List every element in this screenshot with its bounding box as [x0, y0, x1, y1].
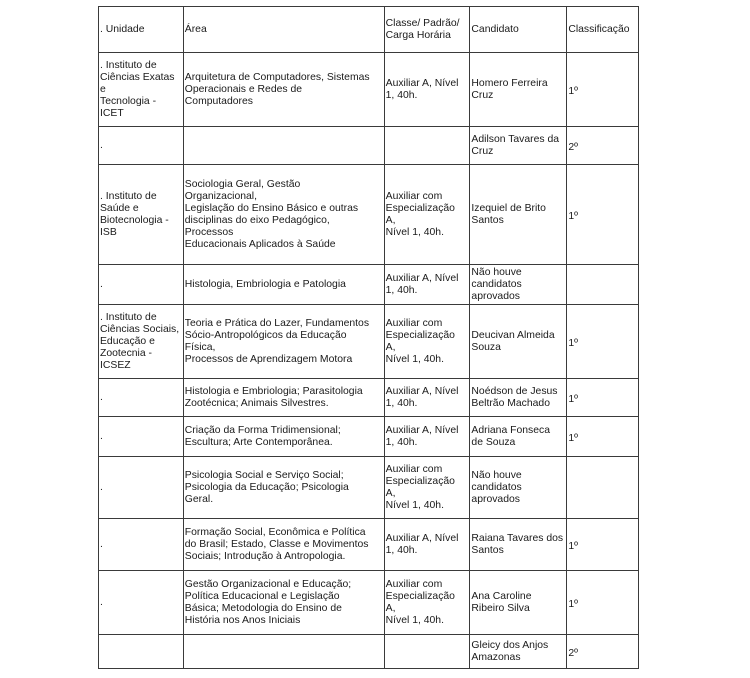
area-cell: Arquitetura de Computadores, Sistemas Operacionais e Redes de Computadores — [183, 53, 384, 127]
area-cell: Sociologia Geral, Gestão Organizacional, Legislação do Ensino Básico e outras disciplinas do eixo Pedagógico, Processos Educacionais Aplicados à Saúde — [183, 165, 384, 265]
classificacao-cell: 1º — [567, 417, 639, 457]
classe-cell: Auxiliar com Especialização A, Nível 1, 40h. — [384, 571, 470, 635]
classe-cell: Auxiliar A, Nível 1, 40h. — [384, 379, 470, 417]
candidato-cell: Não houve candidatos aprovados — [470, 265, 567, 305]
table-row — [99, 127, 639, 165]
area-cell — [183, 127, 384, 165]
unidade-cell: . — [99, 519, 184, 571]
header-row — [99, 7, 639, 53]
table-row — [99, 379, 639, 417]
classe-cell: Auxiliar com Especialização A, Nível 1, 40h. — [384, 165, 470, 265]
unidade-cell: . — [99, 127, 184, 165]
area-cell: Gestão Organizacional e Educação; Política Educacional e Legislação Básica; Metodologia do Ensino de História nos Anos Iniciais — [183, 571, 384, 635]
classificacao-cell: 1º — [567, 379, 639, 417]
unidade-cell: . Instituto de Ciências Exatas e Tecnologia - ICET — [99, 53, 184, 127]
table-row — [99, 165, 639, 265]
classe-cell: Auxiliar com Especialização A, Nível 1, 40h. — [384, 305, 470, 379]
header-classe: Classe/ Padrão/ Carga Horária — [384, 7, 470, 53]
unidade-cell: . — [99, 265, 184, 305]
area-cell: Histologia, Embriologia e Patologia — [183, 265, 384, 305]
classificacao-cell: 1º — [567, 305, 639, 379]
classe-cell: Auxiliar com Especialização A, Nível 1, 40h. — [384, 457, 470, 519]
classe-cell — [384, 127, 470, 165]
classe-cell — [384, 635, 470, 669]
table-row — [99, 265, 639, 305]
table-row — [99, 635, 639, 669]
table-row — [99, 305, 639, 379]
candidato-cell: Adriana Fonseca de Souza — [470, 417, 567, 457]
classificacao-cell: 2º — [567, 635, 639, 669]
results-table — [98, 6, 639, 669]
header-unidade: . Unidade — [99, 7, 184, 53]
table-row — [99, 571, 639, 635]
classificacao-cell: 2º — [567, 127, 639, 165]
area-cell: Psicologia Social e Serviço Social; Psicologia da Educação; Psicologia Geral. — [183, 457, 384, 519]
classificacao-cell: 1º — [567, 519, 639, 571]
unidade-cell: . — [99, 457, 184, 519]
candidato-cell: Noédson de Jesus Beltrão Machado — [470, 379, 567, 417]
classe-cell: Auxiliar A, Nível 1, 40h. — [384, 519, 470, 571]
area-cell — [183, 635, 384, 669]
area-cell: Histologia e Embriologia; Parasitologia Zootécnica; Animais Silvestres. — [183, 379, 384, 417]
candidato-cell: Não houve candidatos aprovados — [470, 457, 567, 519]
header-area: Área — [183, 7, 384, 53]
classe-cell: Auxiliar A, Nível 1, 40h. — [384, 265, 470, 305]
table-row — [99, 519, 639, 571]
candidato-cell: Gleicy dos Anjos Amazonas — [470, 635, 567, 669]
candidato-cell: Izequiel de Brito Santos — [470, 165, 567, 265]
table-row — [99, 53, 639, 127]
classificacao-cell: 1º — [567, 571, 639, 635]
candidato-cell: Ana Caroline Ribeiro Silva — [470, 571, 567, 635]
classificacao-cell: 1º — [567, 165, 639, 265]
table-row — [99, 457, 639, 519]
classe-cell: Auxiliar A, Nível 1, 40h. — [384, 417, 470, 457]
candidato-cell: Adilson Tavares da Cruz — [470, 127, 567, 165]
area-cell: Teoria e Prática do Lazer, Fundamentos Sócio-Antropológicos da Educação Física, Processos de Aprendizagem Motora — [183, 305, 384, 379]
candidato-cell: Homero Ferreira Cruz — [470, 53, 567, 127]
classificacao-cell — [567, 265, 639, 305]
classe-cell: Auxiliar A, Nível 1, 40h. — [384, 53, 470, 127]
area-cell: Criação da Forma Tridimensional; Escultura; Arte Contemporânea. — [183, 417, 384, 457]
header-classificacao: Classificação — [567, 7, 639, 53]
unidade-cell: . — [99, 417, 184, 457]
unidade-cell: . Instituto de Saúde e Biotecnologia - ISB — [99, 165, 184, 265]
unidade-cell: . Instituto de Ciências Sociais, Educação e Zootecnia - ICSEZ — [99, 305, 184, 379]
unidade-cell — [99, 635, 184, 669]
header-candidato: Candidato — [470, 7, 567, 53]
area-cell: Formação Social, Econômica e Política do Brasil; Estado, Classe e Movimentos Sociais; Introdução à Antropologia. — [183, 519, 384, 571]
candidato-cell: Raiana Tavares dos Santos — [470, 519, 567, 571]
table-row — [99, 417, 639, 457]
classificacao-cell: 1º — [567, 53, 639, 127]
unidade-cell: . — [99, 571, 184, 635]
unidade-cell: . — [99, 379, 184, 417]
candidato-cell: Deucivan Almeida Souza — [470, 305, 567, 379]
classificacao-cell — [567, 457, 639, 519]
